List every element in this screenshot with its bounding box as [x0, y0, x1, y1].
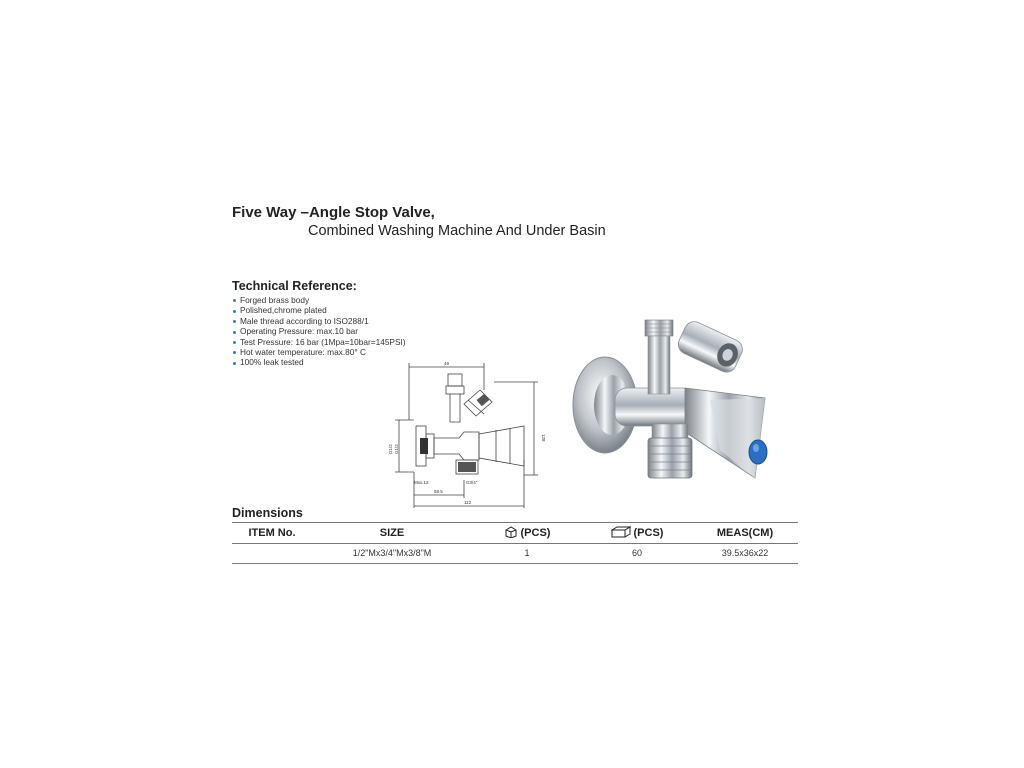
product-subtitle: Combined Washing Machine And Under Basin: [308, 223, 606, 239]
small-box-icon: [504, 526, 518, 538]
technical-reference-heading: Technical Reference:: [232, 279, 357, 293]
bullet-icon: [233, 341, 236, 344]
dimensions-heading: Dimensions: [232, 506, 303, 520]
technical-item: Operating Pressure: max.10 bar: [233, 326, 406, 336]
technical-drawing: [384, 360, 554, 510]
cell-pcs-carton: 60: [582, 544, 692, 564]
bullet-icon: [233, 320, 236, 323]
table-header-row: [232, 523, 798, 544]
column-header-size: SIZE: [312, 523, 472, 544]
bullet-icon: [233, 299, 236, 302]
drawing-dim-text: 49: [444, 361, 450, 366]
column-header-pcs-carton: (PCS): [582, 523, 692, 544]
technical-item: Test Pressure: 16 bar (1Mpa=10bar=145PSI): [233, 337, 406, 347]
technical-item: Polished,chrome plated: [233, 305, 406, 315]
carton-box-icon: [611, 526, 631, 538]
column-header-pcs-inner: (PCS): [472, 523, 582, 544]
cell-pcs-inner: 1: [472, 544, 582, 564]
technical-reference-list: [233, 295, 406, 368]
technical-item: 100% leak tested: [233, 357, 406, 367]
bullet-icon: [233, 331, 236, 334]
drawing-dim-text: G1/2: [388, 444, 393, 454]
technical-item: Male thread according to ISO288/1: [233, 316, 406, 326]
bullet-icon: [233, 310, 236, 313]
table-row: [232, 544, 798, 564]
cell-meas: 39.5x36x22: [692, 544, 798, 564]
product-title: Five Way –Angle Stop Valve,: [232, 204, 435, 221]
column-header-meas: MEAS(CM): [692, 523, 798, 544]
bullet-icon: [233, 351, 236, 354]
drawing-dim-text: 112: [464, 500, 472, 505]
drawing-dim-text: 128: [541, 434, 546, 442]
cell-size: 1/2"Mx3/4"Mx3/8"M: [312, 544, 472, 564]
technical-item: Forged brass body: [233, 295, 406, 305]
drawing-dim-text: 58.5: [434, 489, 443, 494]
drawing-dim-text: Mxx.12: [414, 480, 429, 485]
column-header-item-no: ITEM No.: [232, 523, 312, 544]
cell-item-no: [232, 544, 312, 564]
drawing-dim-text: G3/4": [466, 480, 478, 485]
bullet-icon: [233, 362, 236, 365]
technical-item: Hot water temperature: max.80° C: [233, 347, 406, 357]
dimensions-table: [232, 522, 798, 564]
drawing-dim-text: G1/2: [394, 444, 399, 454]
product-photo: [560, 310, 780, 500]
